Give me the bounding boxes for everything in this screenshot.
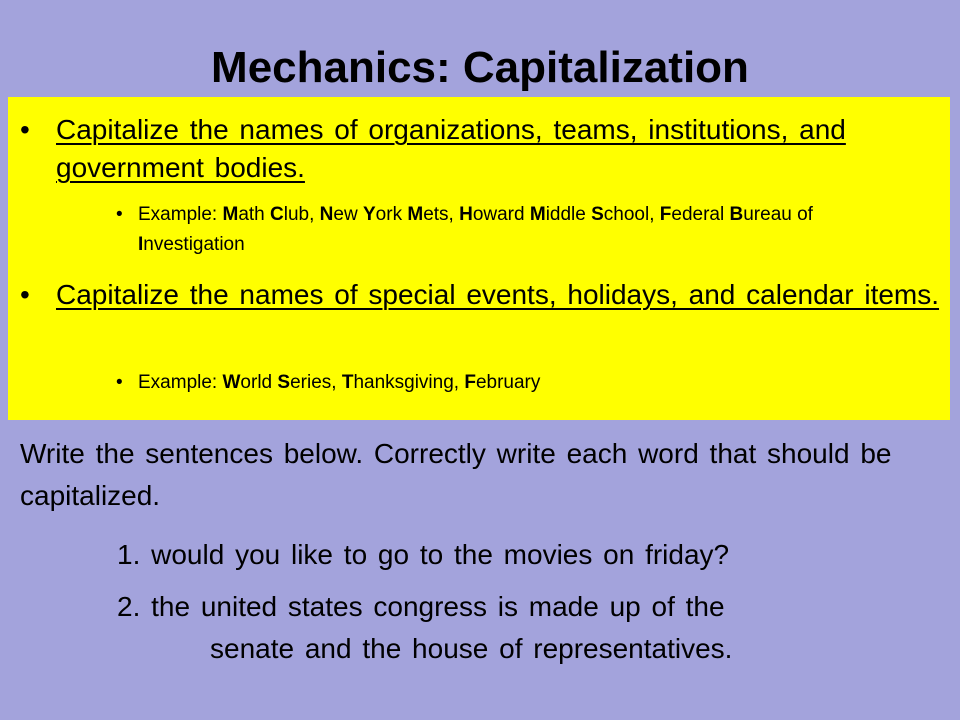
capital-letter: I: [138, 234, 144, 255]
rule-2-example: [116, 368, 896, 398]
example-word-rest: ederal: [671, 204, 730, 225]
example-word-rest: ets,: [423, 204, 460, 225]
example-word-rest: ureau of: [743, 204, 813, 225]
rule-2-text: Capitalize the names of special events, holidays, and calendar items.: [56, 279, 940, 310]
sentence-2-line-1: 2. the united states congress is made up of the: [117, 591, 725, 622]
sub-bullet-point: •: [116, 204, 123, 225]
example-word-rest: lub,: [283, 204, 320, 225]
sub-bullet-point: •: [116, 372, 123, 393]
example-word-rest: hanksgiving,: [353, 372, 465, 393]
capital-letter: N: [319, 204, 334, 225]
example-word-rest: ew: [333, 204, 363, 225]
example-word-rest: orld: [240, 372, 278, 393]
example-word-rest: oward: [472, 204, 530, 225]
bullet-point: •: [20, 114, 30, 145]
sentence-1: [117, 534, 937, 576]
sentence-2-line-2: senate and the house of representatives.: [210, 633, 733, 664]
capital-letter: T: [341, 372, 354, 393]
capital-letter: H: [459, 204, 473, 225]
instructions-text: Write the sentences below. Correctly write each word that should be capitalized.: [20, 438, 892, 511]
rule-1-example: [116, 200, 896, 260]
capital-letter: M: [407, 204, 424, 225]
capital-letter: Y: [362, 204, 376, 225]
capital-letter: S: [277, 372, 291, 393]
rule-1-example-text: [138, 200, 896, 260]
example-word-rest: eries,: [290, 372, 342, 393]
capital-letter: S: [591, 204, 604, 225]
rule-2-example-text: [138, 368, 540, 398]
capital-letter: M: [529, 204, 546, 225]
rule-1-text: Capitalize the names of organizations, teams, institutions, and government bodies.: [56, 114, 846, 183]
capital-letter: C: [270, 204, 284, 225]
capital-letter: M: [222, 204, 239, 225]
example-word-rest: iddle: [545, 204, 592, 225]
bullet-point: •: [20, 279, 30, 310]
sentence-1-line-1: 1. would you like to go to the movies on friday?: [117, 539, 730, 570]
capital-letter: B: [729, 204, 744, 225]
example-label: Example:: [138, 204, 223, 225]
example-word-rest: ebruary: [475, 372, 541, 393]
rule-1: [20, 111, 940, 187]
example-word-rest: chool,: [603, 204, 660, 225]
capital-letter: F: [464, 372, 476, 393]
sentence-2: [117, 586, 937, 670]
example-word-rest: ath: [238, 204, 271, 225]
capital-letter: F: [659, 204, 672, 225]
example-word-rest: nvestigation: [143, 234, 245, 255]
capital-letter: W: [222, 372, 241, 393]
slide-title: Mechanics: Capitalization: [211, 43, 749, 92]
example-word-rest: ork: [375, 204, 408, 225]
example-label: Example:: [138, 372, 223, 393]
rule-2: [20, 276, 940, 314]
